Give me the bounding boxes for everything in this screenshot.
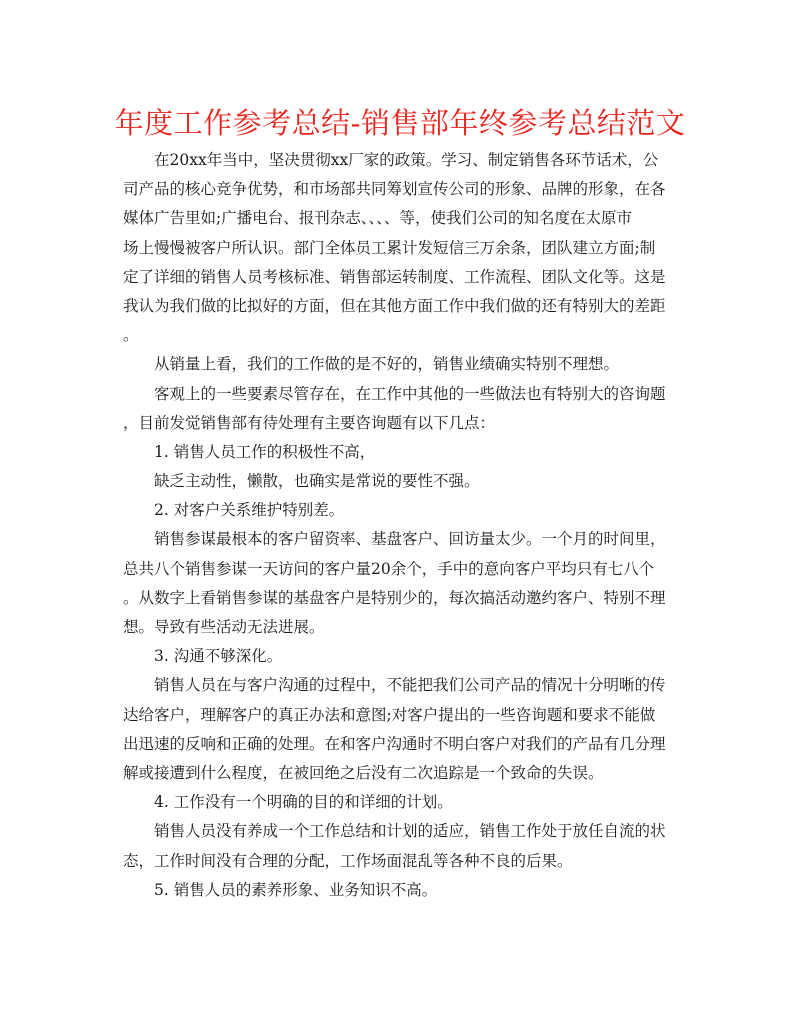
text-line: 销售人员没有养成一个工作总结和计划的适应，销售工作处于放任自流的状 [154,822,666,841]
text-line: 司产品的核心竞争优势，和市场部共同筹划宣传公司的形象、品牌的形象，在各 [123,180,666,199]
text-line: ，目前发觉销售部有待处理有主要咨询题有以下几点： [123,413,496,432]
text-line: 达给客户，理解客户的真正办法和意图;对客户提出的一些咨询题和要求不能做 [123,705,656,724]
text-line: 在20xx年当中，坚决贯彻xx厂家的政策。学习、制定销售各环节话术，公 [154,151,659,169]
text-line: 5. 销售人员的素养形象、业务知识不高。 [154,880,438,899]
text-line: 我认为我们做的比拟好的方面，但在其他方面工作中我们做的还有特别大的差距 [123,296,666,315]
text-line: 媒体广告里如;广播电台、报刊杂志、、、、等，使我们公司的知名度在太原市 [123,209,632,228]
text-line: 1. 销售人员工作的积极性不高， [154,442,376,461]
text-line: 销售人员在与客户沟通的过程中，不能把我们公司产品的情况十分明晰的传 [154,676,666,695]
text-line: 从销量上看，我们的工作做的是不好的，销售业绩确实特别不理想。 [154,355,620,374]
text-line: 出迅速的反响和正确的处理。在和客户沟通时不明白客户对我们的产品有几分理 [123,734,666,753]
text-line: 解或接遭到什么程度，在被回绝之后没有二次追踪是一个致命的失误。 [123,763,604,782]
text-line: 。从数字上看销售参谋的基盘客户是特别少的，每次搞活动邀约客户、特别不理 [123,588,666,607]
text-line: 销售参谋最根本的客户留资率、基盘客户、回访量太少。一个月的时间里， [154,530,666,549]
text-line: 场上慢慢被客户所认识。部门全体员工累计发短信三万余条，团队建立方面;制 [123,238,656,257]
text-line: 。 [123,326,139,345]
document-title: 年度工作参考总结-销售部年终参考总结范文 [114,106,686,140]
document-body [123,146,674,905]
text-line: 3. 沟通不够深化。 [154,647,283,666]
text-line: 想。导致有些活动无法进展。 [123,618,325,636]
text-line: 总共八个销售参谋一天访问的客户量20余个，手中的意向客户平均只有七八个 [123,559,655,578]
text-line: 客观上的一些要素尽管存在，在工作中其他的一些做法也有特别大的咨询题 [154,384,666,403]
text-line: 缺乏主动性，懒散，也确实是常说的要性不强。 [154,472,480,491]
text-line: 定了详细的销售人员考核标准、销售部运转制度、工作流程、团队文化等。这是 [123,267,666,286]
text-line: 态，工作时间没有合理的分配，工作场面混乱等各种不良的后果。 [123,851,573,870]
text-line: 4. 工作没有一个明确的目的和详细的计划。 [154,793,453,812]
text-line: 2. 对客户关系维护特别差。 [154,501,345,520]
